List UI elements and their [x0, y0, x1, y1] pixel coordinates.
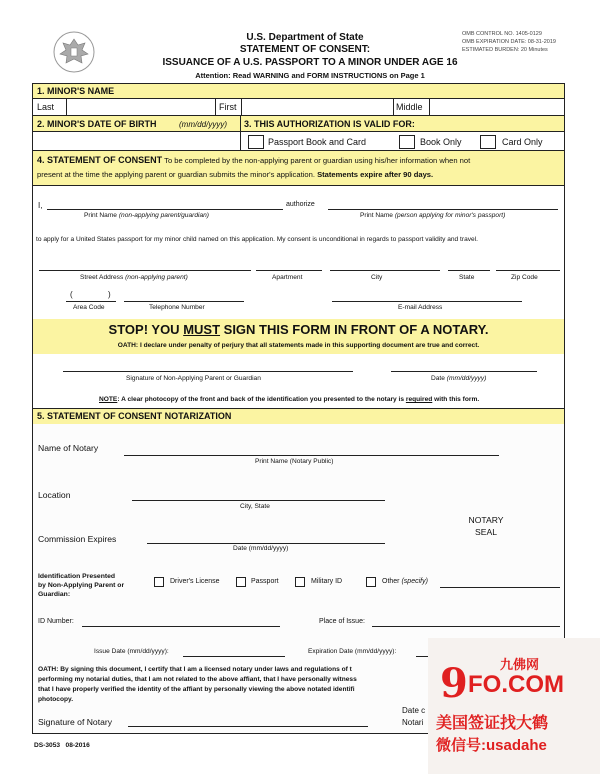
notary-name-input[interactable] — [125, 441, 498, 455]
department-name: U.S. Department of State — [246, 32, 364, 43]
city-input[interactable] — [331, 257, 439, 270]
middle-name-label: Middle — [396, 102, 423, 112]
place-of-issue-input[interactable] — [373, 613, 559, 626]
form-title-line1: STATEMENT OF CONSENT: — [239, 44, 371, 55]
consent-statement: to apply for a United States passport for my minor child named on this application. My consent is unconditional in regards to passport validity and travel. — [36, 236, 479, 243]
email-input[interactable] — [333, 288, 521, 301]
zip-code-caption: Zip Code — [511, 274, 538, 281]
oath-statement: OATH: I declare under penalty of perjury that all statements made in this supporting document are true and correct. — [117, 342, 480, 349]
checkbox-book-and-card[interactable] — [248, 135, 264, 149]
watermark-logo-9: 9 — [440, 660, 468, 707]
signature-non-applying-caption: Signature of Non-Applying Parent or Guardian — [126, 375, 261, 382]
telephone-input[interactable] — [125, 288, 243, 301]
name-of-notary-label: Name of Notary — [38, 443, 99, 453]
watermark-wechat-id: 微信号:usadahe — [436, 737, 547, 754]
state-input[interactable] — [449, 257, 489, 270]
non-applying-parent-name-input[interactable] — [48, 196, 282, 209]
city-caption: City — [371, 274, 383, 281]
notary-location-input[interactable] — [133, 486, 384, 500]
place-of-issue-label: Place of Issue: — [319, 618, 365, 625]
department-seal — [52, 30, 96, 74]
expiration-date-label: Expiration Date (mm/dd/yyyy): — [308, 648, 397, 655]
notary-oath-line2: performing my notarial duties, that I am not related to the above affiant, that I have personally witness — [38, 676, 357, 683]
date-commission-label-partial: Date c — [402, 706, 426, 715]
notary-signature-field[interactable] — [129, 711, 367, 726]
option-card-only: Card Only — [502, 137, 543, 147]
email-caption: E-mail Address — [398, 304, 443, 311]
signature-of-notary-label: Signature of Notary — [38, 717, 113, 727]
notary-seal-label-1: NOTARY — [468, 515, 504, 525]
checkbox-book-only[interactable] — [399, 135, 415, 149]
area-code-caption: Area Code — [73, 304, 105, 311]
area-code-paren-close: ) — [108, 290, 111, 299]
minor-first-name-input[interactable] — [243, 99, 391, 114]
date-caption: Date (mm/dd/yyyy) — [431, 375, 487, 382]
street-address-input[interactable] — [40, 257, 250, 270]
zip-code-input[interactable] — [497, 257, 559, 270]
notary-oath-line3: that I have properly verified the identity of the affiant by personally viewing the above notated identifi — [38, 686, 355, 693]
checkbox-passport[interactable] — [236, 577, 246, 587]
street-address-caption: Street Address (non-applying parent) — [80, 274, 188, 281]
non-applying-signature-date-input[interactable] — [392, 358, 536, 371]
omb-expiration: OMB EXPIRATION DATE: 08-31-2019 — [462, 39, 556, 45]
print-name-non-applying-caption: Print Name (non-applying parent/guardian) — [84, 212, 210, 219]
attention-note: Attention: Read WARNING and FORM INSTRUCTIONS on Page 1 — [195, 71, 425, 80]
authorize-label: authorize — [286, 201, 315, 208]
form-number: DS-3053 08-2016 — [34, 742, 90, 749]
checkbox-card-only[interactable] — [480, 135, 496, 149]
watermark-slogan: 美国签证找大鹤 — [436, 715, 549, 732]
section-3-heading: 3. THIS AUTHORIZATION IS VALID FOR: — [244, 119, 415, 129]
issue-date-label: Issue Date (mm/dd/yyyy): — [94, 648, 169, 655]
telephone-caption: Telephone Number — [149, 304, 205, 311]
checkbox-drivers-license[interactable] — [154, 577, 164, 587]
minor-dob-input[interactable] — [36, 133, 236, 148]
state-caption: State — [459, 274, 475, 281]
section-4-intro-line1: 4. STATEMENT OF CONSENT To be completed by the non-applying parent or guardian using his/her information when not — [37, 155, 471, 165]
city-state-caption: City, State — [240, 503, 270, 510]
id-presented-line2: by Non-Applying Parent or — [38, 582, 125, 589]
notary-oath-line4: photocopy. — [38, 696, 74, 703]
notary-oath-line1: OATH: By signing this document, I certify that I am a licensed notary under laws and regulations of t — [38, 666, 352, 673]
form-title-line2: ISSUANCE OF A U.S. PASSPORT TO A MINOR UNDER AGE 16 — [162, 57, 458, 68]
notary-print-name-caption: Print Name (Notary Public) — [255, 458, 334, 465]
drivers-license-label: Driver's License — [170, 578, 220, 585]
checkbox-other-id[interactable] — [366, 577, 376, 587]
id-number-input[interactable] — [83, 613, 279, 626]
first-name-label: First — [219, 102, 237, 112]
notary-seal-label-2: SEAL — [475, 527, 497, 537]
applying-person-name-input[interactable] — [329, 196, 557, 209]
issue-date-input[interactable] — [184, 643, 284, 656]
dob-format: (mm/dd/yyyy) — [179, 120, 227, 129]
commission-date-caption: Date (mm/dd/yyyy) — [233, 545, 289, 552]
apartment-caption: Apartment — [272, 274, 303, 281]
section-5-heading: 5. STATEMENT OF CONSENT NOTARIZATION — [37, 411, 232, 421]
photocopy-note: NOTE: A clear photocopy of the front and back of the identification you presented to the notary is required with this form. — [99, 396, 480, 403]
area-code-paren-open: ( — [70, 290, 73, 299]
stop-warning: STOP! YOU MUST SIGN THIS FORM IN FRONT OF A NOTARY. — [108, 322, 489, 337]
commission-expires-input[interactable] — [148, 529, 384, 543]
option-book-and-card: Passport Book and Card — [268, 137, 367, 147]
estimated-burden: ESTIMATED BURDEN: 20 Minutes — [462, 47, 548, 53]
last-name-label: Last — [37, 102, 55, 112]
watermark-site-name: 九佛网 — [500, 657, 540, 672]
option-book-only: Book Only — [420, 137, 462, 147]
i-label: I, — [38, 201, 43, 210]
section-4-intro-line2: present at the time the applying parent or guardian submits the minor's application. Statements expire after 90 days. — [37, 170, 434, 179]
minor-last-name-input[interactable] — [68, 99, 213, 114]
location-label: Location — [38, 490, 71, 500]
id-presented-line1: Identification Presented — [38, 573, 116, 580]
non-applying-signature-field[interactable] — [64, 357, 352, 371]
print-name-applying-caption: Print Name (person applying for minor's passport) — [360, 212, 506, 219]
checkbox-military-id[interactable] — [295, 577, 305, 587]
apartment-input[interactable] — [257, 257, 321, 270]
passport-label: Passport — [251, 578, 279, 585]
military-id-label: Military ID — [311, 578, 343, 585]
id-number-label: ID Number: — [38, 618, 74, 625]
section-1-heading: 1. MINOR'S NAME — [37, 86, 115, 96]
other-id-specify-input[interactable] — [441, 574, 559, 587]
other-id-label: Other (specify) — [382, 578, 428, 585]
omb-control-no: OMB CONTROL NO. 1405-0129 — [462, 31, 542, 37]
notarial-label-partial: Notari — [402, 718, 424, 727]
minor-middle-name-input[interactable] — [431, 99, 562, 114]
commission-expires-label: Commission Expires — [38, 534, 117, 544]
watermark-logo-domain: FO.COM — [468, 671, 564, 698]
area-code-input[interactable] — [76, 288, 106, 301]
section-4-heading: 4. STATEMENT OF CONSENT — [37, 155, 163, 165]
section-2-heading: 2. MINOR'S DATE OF BIRTH — [37, 119, 157, 129]
id-presented-line3: Guardian: — [38, 591, 71, 598]
